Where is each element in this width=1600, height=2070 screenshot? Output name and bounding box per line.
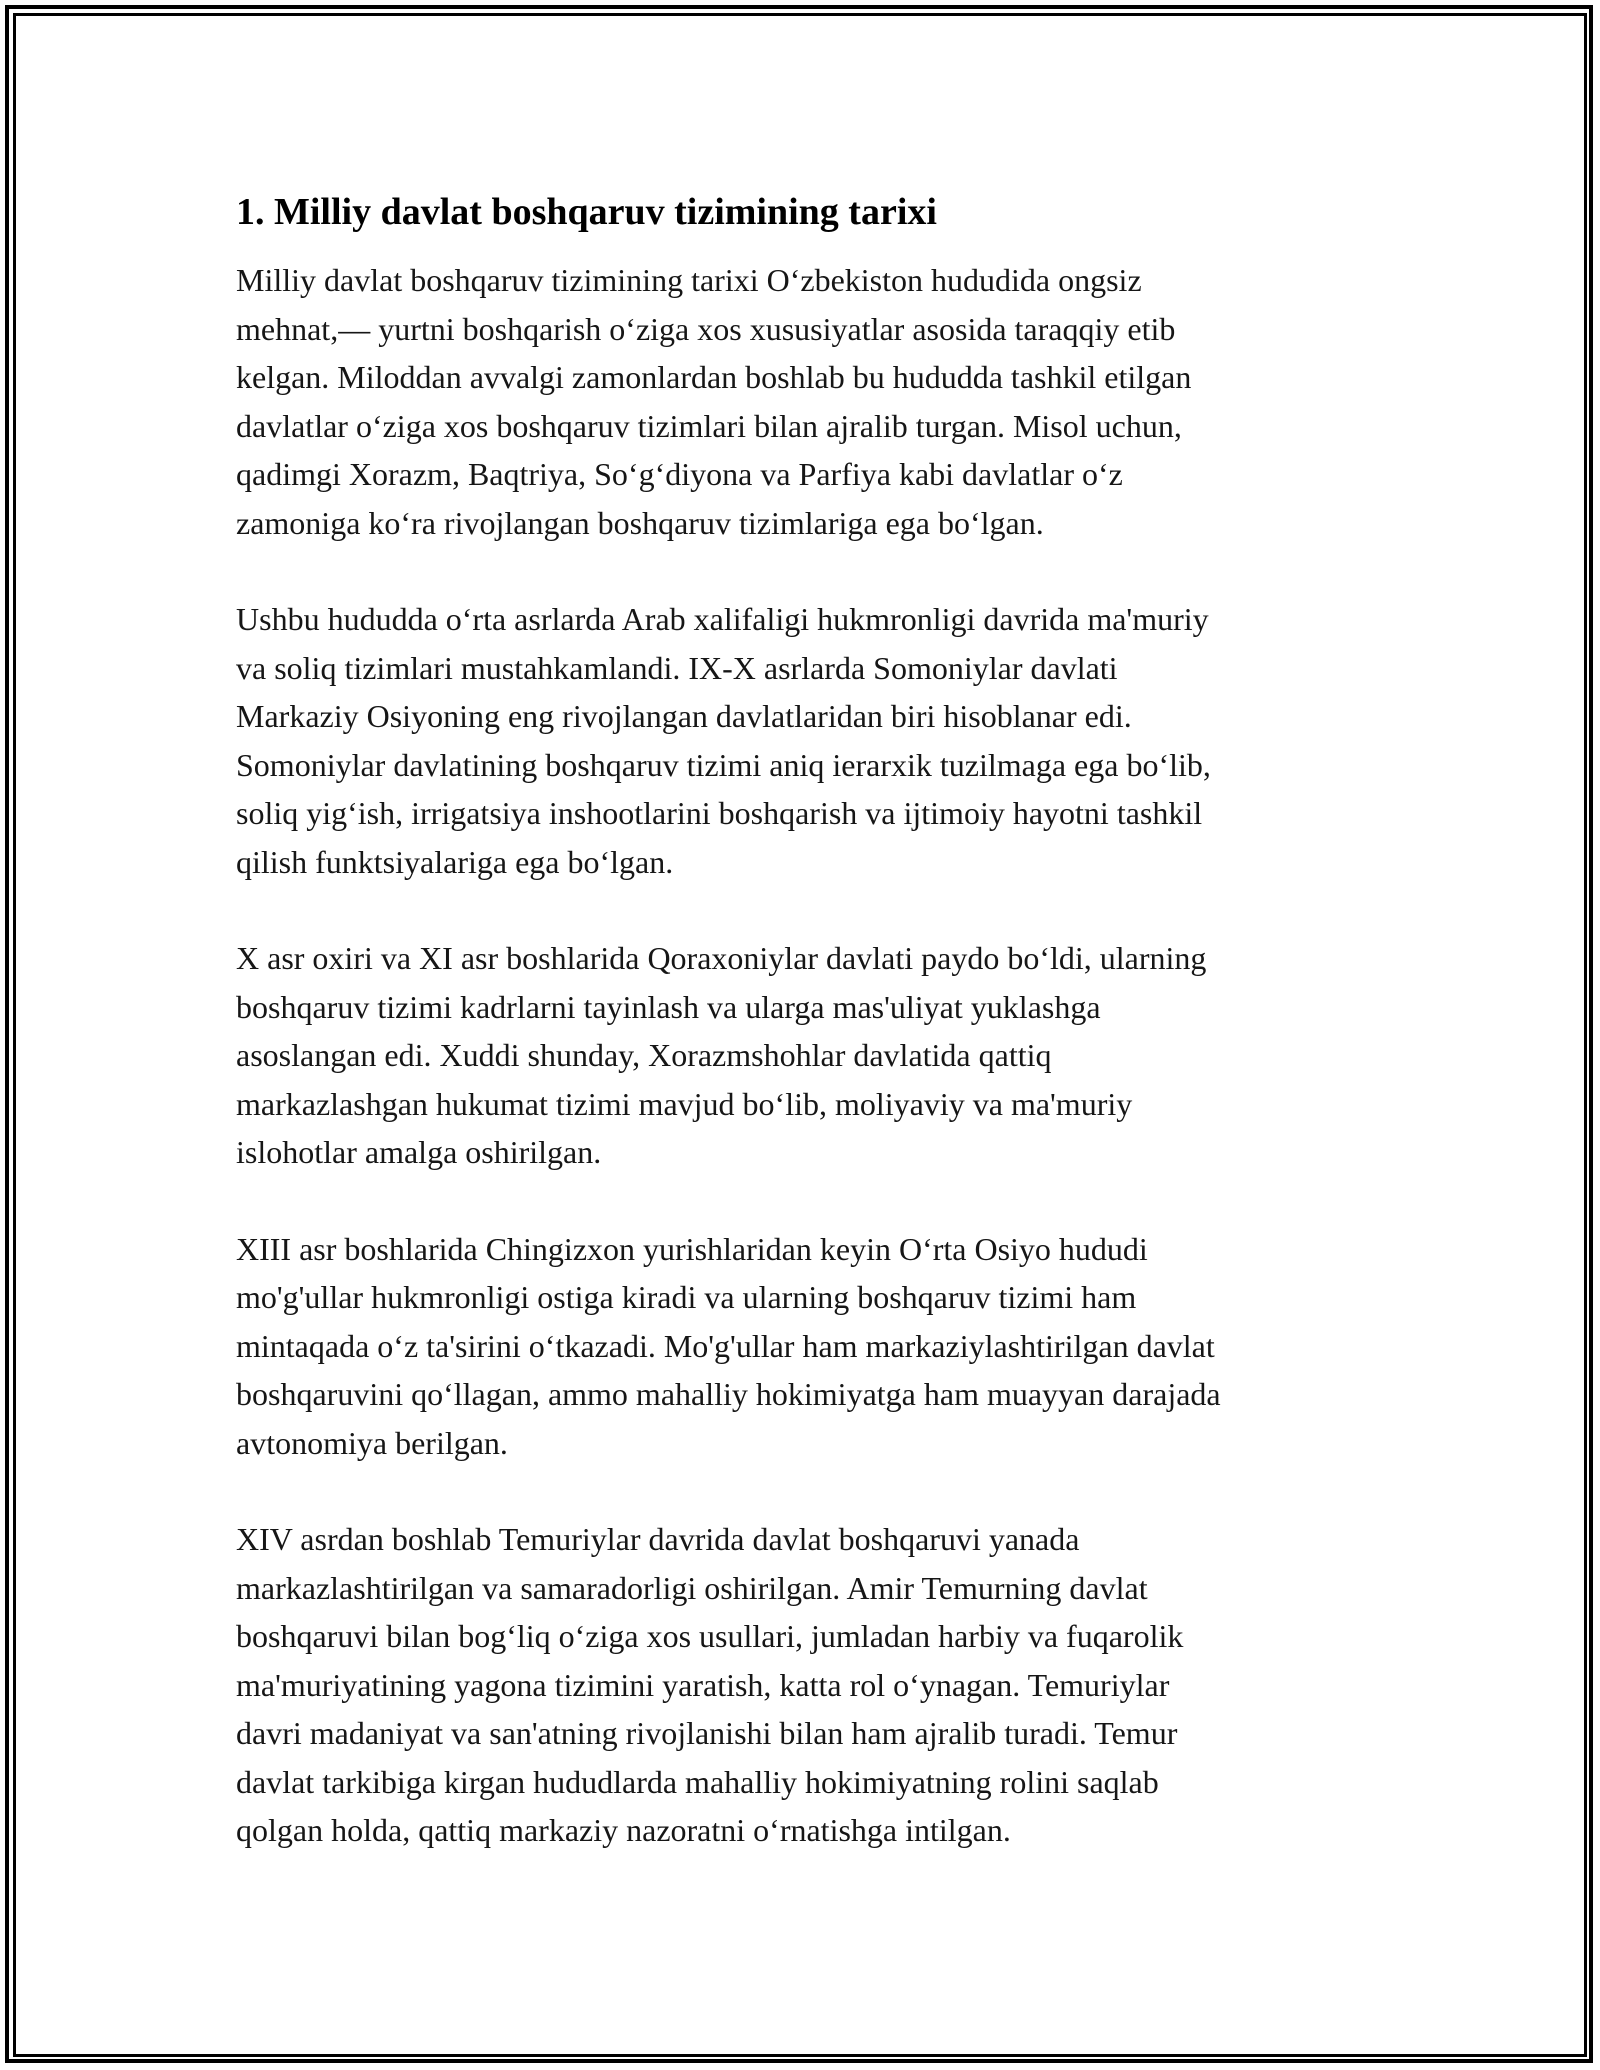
paragraph-4: XIII asr boshlarida Chingizxon yurishlaridan keyin O‘rta Osiyo hududi mo'g'ullar hukmronligi ostiga kiradi va ularning boshqaruv tizimi ham mintaqada o‘z ta'sirini o‘tkazadi. Mo'g'ullar ham markaziylashtirilgan davlat boshqaruvini qo‘llagan, ammo mahalliy hokimiyatga ham muayyan darajada avtonomiya berilgan. <box>236 1230 1221 1461</box>
paragraph-3: X asr oxiri va XI asr boshlarida Qoraxoniylar davlati paydo bo‘ldi, ularning boshqaruv tizimi kadrlarni tayinlash va ularga mas'uliyat yuklashga asoslangan edi. Xuddi shunday, Xorazmshohlar davlatida qattiq markazlashgan hukumat tizimi mavjud bo‘lib, moliyaviy va ma'muriy islohotlar amalga oshirilgan. <box>236 940 1207 1170</box>
paragraph-5: XIV asrdan boshlab Temuriylar davrida davlat boshqaruvi yanada markazlashtirilgan va samaradorligi oshirilgan. Amir Temurning davlat boshqaruvi bilan bog‘liq o‘ziga xos usullari, jumladan harbiy va fuqarolik ma'muriyatining yagona tizimini yaratish, katta rol o‘ynagan. Temuriylar davri madaniyat va san'atning rivojlanishi bilan ham ajralib turadi. Temur davlat tarkibiga kirgan hududlarda mahalliy hokimiyatning rolini saqlab qolgan holda, qattiq markaziy nazoratni o‘rnatishga intilgan. <box>236 1521 1184 1848</box>
document-body <box>236 188 1376 1903</box>
section-heading: 1. Milliy davlat boshqaruv tizimining tarixi <box>236 191 937 233</box>
paragraph-1: Milliy davlat boshqaruv tizimining tarixi O‘zbekiston hududida ongsiz mehnat,— yurtni boshqarish o‘ziga xos xususiyatlar asosida taraqqiy etib kelgan. Miloddan avvalgi zamonlardan boshlab bu hududda tashkil etilgan davlatlar o‘ziga xos boshqaruv tizimlari bilan ajralib turgan. Misol uchun, qadimgi Xorazm, Baqtriya, So‘g‘diyona va Parfiya kabi davlatlar o‘z zamoniga ko‘ra rivojlangan boshqaruv tizimlariga ega bo‘lgan. <box>236 262 1192 541</box>
paragraph-2: Ushbu hududda o‘rta asrlarda Arab xalifaligi hukmronligi davrida ma'muriy va soliq tizimlari mustahkamlandi. IX-X asrlarda Somoniylar davlati Markaziy Osiyoning eng rivojlangan davlatlaridan biri hisoblanar edi. Somoniylar davlatining boshqaruv tizimi aniq ierarxik tuzilmaga ega bo‘lib, soliq yig‘ish, irrigatsiya inshootlarini boshqarish va ijtimoiy hayotni tashkil qilish funktsiyalariga ega bo‘lgan. <box>236 601 1211 880</box>
